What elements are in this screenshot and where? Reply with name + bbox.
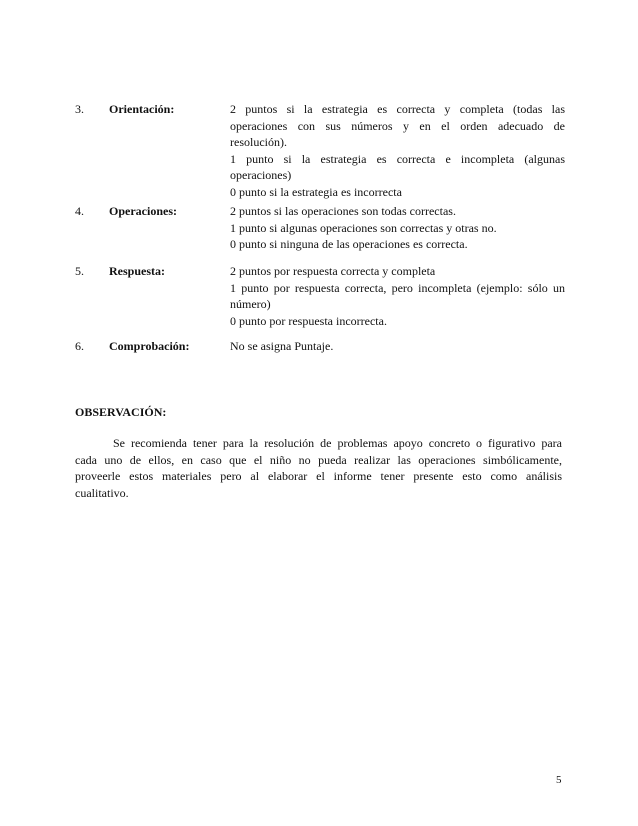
paragraph-line: cada uno de ellos, en caso que el niño no pueda realizar las operaciones simbólicamente, xyxy=(75,452,562,467)
paragraph-line: cualitativo. xyxy=(75,485,129,500)
description-line: 1 punto por respuesta correcta, pero incompleta (ejemplo: sólo un xyxy=(230,280,565,295)
description-line: 1 punto si algunas operaciones son correctas y otras no. xyxy=(230,220,497,235)
criterion-label: Operaciones: xyxy=(109,204,177,218)
paragraph-line: Se recomienda tener para la resolución de problemas apoyo concreto o figurativo para xyxy=(113,436,562,450)
description-line: operaciones con sus números y en el orden adecuado de xyxy=(230,118,565,133)
criterion-label: Respuesta: xyxy=(109,264,165,278)
description-line: número) xyxy=(230,297,271,311)
description-line: 0 punto por respuesta incorrecta. xyxy=(230,313,387,328)
criterion-number: 4. xyxy=(75,204,84,218)
observation-paragraph xyxy=(75,435,562,501)
description-line: 0 punto si la estrategia es incorrecta xyxy=(230,184,402,199)
criterion-number: 5. xyxy=(75,264,84,278)
description-line: 0 punto si ninguna de las operaciones es correcta. xyxy=(230,237,468,251)
observation-title: OBSERVACIÓN: xyxy=(75,405,167,419)
description-line: 2 puntos si la estrategia es correcta y completa (todas las xyxy=(230,102,565,116)
description-line: 2 puntos por respuesta correcta y completa xyxy=(230,264,436,278)
criterion-label: Orientación: xyxy=(109,102,175,116)
criterion-description xyxy=(230,338,565,355)
criterion-number: 6. xyxy=(75,339,84,353)
criterion-description xyxy=(230,263,565,329)
description-line: 1 punto si la estrategia es correcta e incompleta (algunas xyxy=(230,151,565,166)
page-number: 5 xyxy=(556,774,562,786)
description-line: operaciones) xyxy=(230,168,292,182)
criterion-label: Comprobación: xyxy=(109,339,190,353)
description-line: 2 puntos si las operaciones son todas correctas. xyxy=(230,204,456,218)
paragraph-line: proveerle estos materiales pero al elaborar el informe tener presente esto como análisis xyxy=(75,469,562,483)
criterion-description xyxy=(230,101,565,200)
description-line: No se asigna Puntaje. xyxy=(230,339,334,353)
criterion-description xyxy=(230,203,565,253)
criterion-number: 3. xyxy=(75,102,84,116)
description-line: resolución). xyxy=(230,135,287,149)
